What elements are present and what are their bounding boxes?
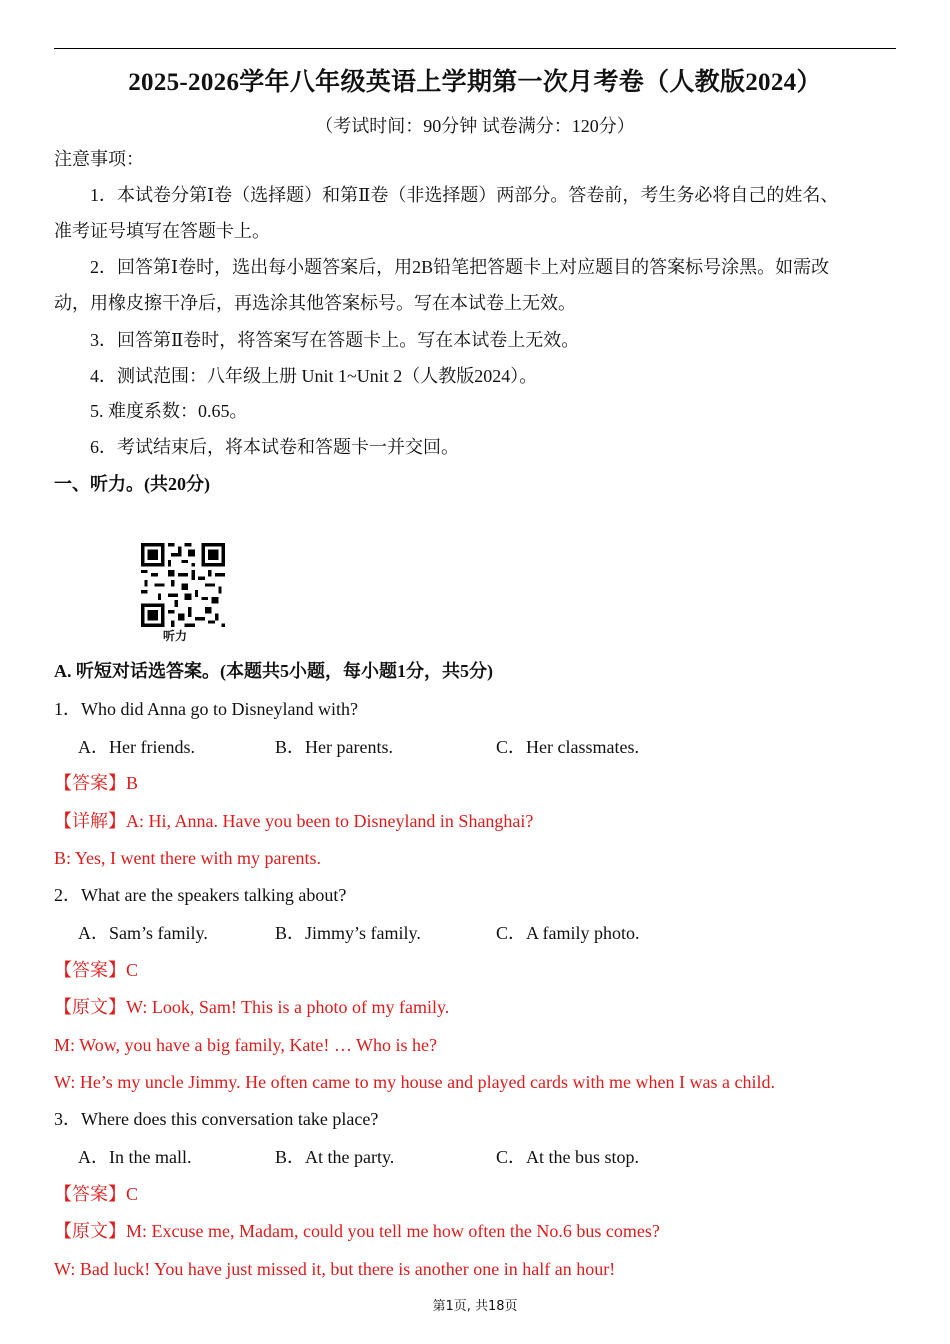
q1-option-a: A．Her friends. (78, 737, 195, 757)
section-1-heading: 一、听力。(共20分) (54, 474, 210, 494)
q3-option-a: A．In the mall. (78, 1147, 192, 1167)
part-a-heading: A. 听短对话选答案。(本题共5小题，每小题1分，共5分) (54, 661, 493, 681)
q1-option-b: B．Her parents. (275, 737, 393, 757)
q1-transcript-1: 【详解】A: Hi, Anna. Have you been to Disneyland in Shanghai? (54, 811, 534, 831)
page-footer: 第1页, 共18页 (432, 1299, 518, 1314)
note-4: 4．测试范围：八年级上册 Unit 1~Unit 2（人教版2024）。 (90, 366, 538, 386)
q3-answer: 【答案】C (54, 1184, 139, 1204)
qr-label: 听力 (163, 629, 188, 643)
notes-heading: 注意事项： (54, 149, 144, 169)
note-1-line-1: 1．本试卷分第Ⅰ卷（选择题）和第Ⅱ卷（非选择题）两部分。答卷前，考生务必将自己的姓名、 (90, 185, 839, 205)
question-1: 1．Who did Anna go to Disneyland with? (54, 699, 358, 719)
question-2: 2．What are the speakers talking about? (54, 885, 347, 905)
note-3: 3．回答第Ⅱ卷时，将答案写在答题卡上。写在本试卷上无效。 (90, 330, 580, 350)
q2-option-b: B．Jimmy’s family. (275, 923, 421, 943)
q1-option-c: C．Her classmates. (496, 737, 639, 757)
q3-transcript-1: 【原文】M: Excuse me, Madam, could you tell me how often the No.6 bus comes? (54, 1221, 660, 1241)
note-2-line-1: 2．回答第Ⅰ卷时，选出每小题答案后，用2B铅笔把答题卡上对应题目的答案标号涂黑。如需改 (90, 257, 830, 277)
q2-transcript-2: M: Wow, you have a big family, Kate! … Who is he? (54, 1035, 437, 1055)
q3-option-c: C．At the bus stop. (496, 1147, 640, 1167)
q3-option-b: B．At the party. (275, 1147, 395, 1167)
exam-subtitle: （考试时间：90分钟 试卷满分：120分） (315, 116, 635, 136)
q1-answer: 【答案】B (54, 773, 139, 793)
note-2-line-2: 动，用橡皮擦干净后，再选涂其他答案标号。写在本试卷上无效。 (54, 293, 576, 313)
q2-option-c: C．A family photo. (496, 923, 640, 943)
q2-option-a: A．Sam’s family. (78, 923, 208, 943)
exam-title: 2025-2026学年八年级英语上学期第一次月考卷（人教版2024） (128, 69, 822, 96)
qr-code[interactable] (141, 543, 225, 627)
q1-transcript-2: B: Yes, I went there with my parents. (54, 848, 321, 868)
note-5: 5. 难度系数：0.65。 (90, 401, 248, 421)
note-1-line-2: 准考证号填写在答题卡上。 (54, 221, 270, 241)
question-3: 3．Where does this conversation take place? (54, 1109, 379, 1129)
q2-transcript-3: W: He’s my uncle Jimmy. He often came to my house and played cards with me when I was a child. (54, 1072, 775, 1092)
q3-transcript-2: W: Bad luck! You have just missed it, but there is another one in half an hour! (54, 1259, 616, 1279)
top-rule (54, 48, 896, 49)
q2-answer: 【答案】C (54, 960, 139, 980)
q2-transcript-1: 【原文】W: Look, Sam! This is a photo of my family. (54, 997, 450, 1017)
note-6: 6．考试结束后，将本试卷和答题卡一并交回。 (90, 437, 459, 457)
